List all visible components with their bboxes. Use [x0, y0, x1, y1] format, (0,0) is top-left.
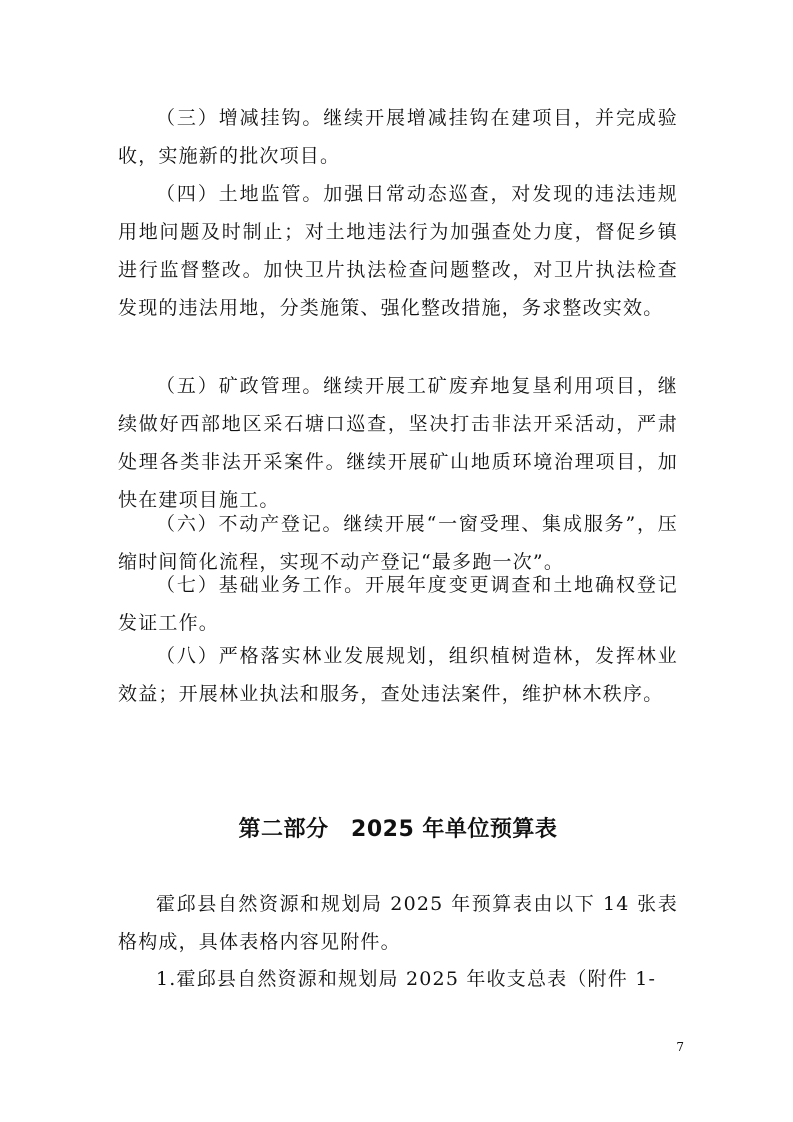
paragraph-mining-management: （五）矿政管理。继续开展工矿废弃地复垦利用项目，继续做好西部地区采石塘口巡查，坚决打击非法开采活动，严肃处理各类非法开采案件。继续开展矿山地质环境治理项目，加快在建项目施工。	[118, 375, 678, 511]
list-item-summary-table: 1.霍邱县自然资源和规划局 2025 年收支总表（附件 1-	[156, 968, 657, 990]
paragraph-land-supervision: （四）土地监管。加强日常动态巡查，对发现的违法违规用地问题及时制止；对土地违法行为加强查处力度，督促乡镇进行监督整改。加快卫片执法检查问题整改，对卫片执法检查发现的违法用地，分类施策、强化整改措施，务求整改实效。	[118, 183, 678, 319]
paragraph-budget-intro: 霍邱县自然资源和规划局 2025 年预算表由以下 14 张表格构成，具体表格内容见附件。	[118, 893, 678, 953]
paragraph-real-estate-registration: （六）不动产登记。继续开展“一窗受理、集成服务”，压缩时间简化流程，实现不动产登记“最多跑一次”。	[118, 513, 678, 573]
paragraph-forestry: （八）严格落实林业发展规划，组织植树造林，发挥林业效益；开展林业执法和服务，查处违法案件，维护林木秩序。	[118, 645, 678, 705]
page-number: 7	[676, 1040, 684, 1054]
paragraph-basic-work: （七）基础业务工作。开展年度变更调查和土地确权登记发证工作。	[118, 574, 678, 634]
paragraph-land-linkage: （三）增减挂钩。继续开展增减挂钩在建项目，并完成验收，实施新的批次项目。	[118, 107, 678, 167]
section-title: 第二部分 2025 年单位预算表	[238, 817, 558, 842]
